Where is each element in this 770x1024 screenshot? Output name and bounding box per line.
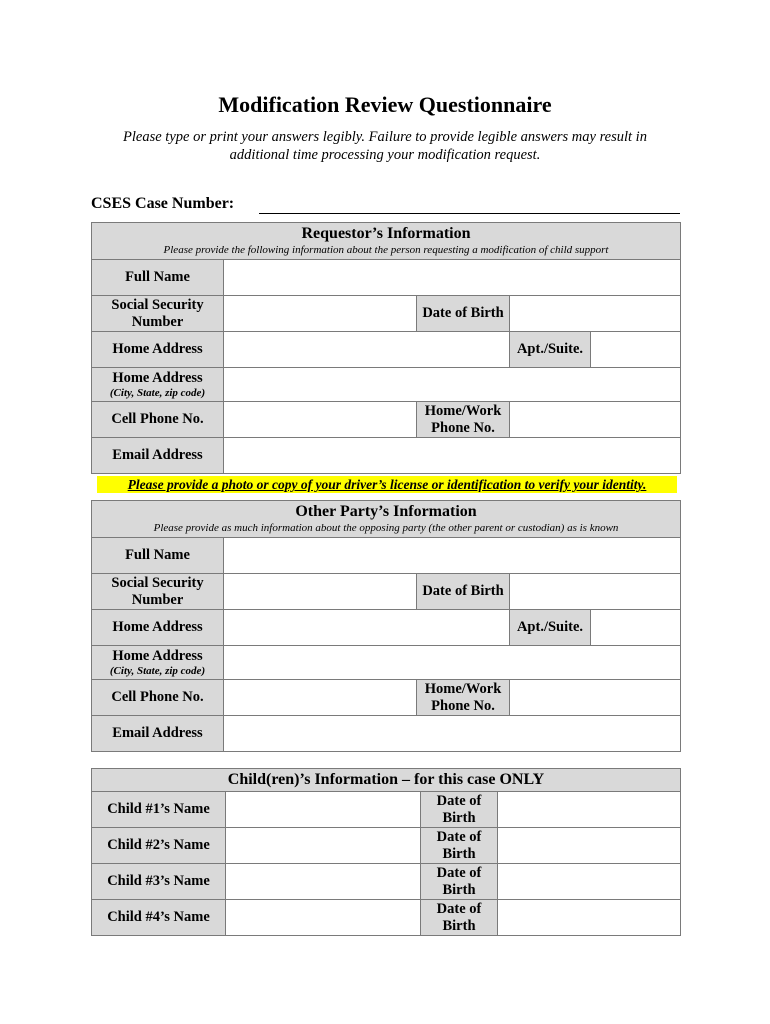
requestor-dob-label: Date of Birth	[417, 296, 510, 332]
child3-dob-field[interactable]	[498, 864, 681, 900]
child2-name-field[interactable]	[226, 828, 421, 864]
case-number-row	[91, 195, 680, 217]
child3-name-field[interactable]	[226, 864, 421, 900]
children-header	[92, 769, 681, 792]
other-party-subheading: Please provide as much information about the opposing party (the other parent or custodian) as is known	[153, 522, 619, 534]
child1-name-label: Child #1’s Name	[92, 792, 226, 828]
form-instructions: Please type or print your answers legibly. Failure to provide legible answers may result in additional time processing your modification request.	[123, 129, 647, 163]
requestor-heading: Requestor’s Information	[301, 225, 471, 242]
requestor-home-address2-label: Home Address	[112, 369, 203, 386]
other-ssn-field[interactable]	[224, 574, 417, 610]
requestor-home-address-label: Home Address	[92, 332, 224, 368]
id-verification-notice: Please provide a photo or copy of your driver’s license or identification to verify your identity.	[97, 476, 677, 493]
requestor-apt-field[interactable]	[591, 332, 681, 368]
children-section	[91, 768, 681, 936]
other-dob-label: Date of Birth	[417, 574, 510, 610]
requestor-dob-field[interactable]	[510, 296, 681, 332]
requestor-city-state-zip-label: (City, State, zip code)	[109, 386, 206, 399]
requestor-full-name-label: Full Name	[92, 260, 224, 296]
child4-dob-label: Date of Birth	[421, 900, 498, 936]
requestor-full-name-field[interactable]	[224, 260, 681, 296]
other-city-label	[92, 646, 224, 680]
other-home-address-field[interactable]	[224, 610, 510, 646]
other-email-field[interactable]	[224, 716, 681, 752]
child3-dob-label: Date of Birth	[421, 864, 498, 900]
requestor-email-field[interactable]	[224, 438, 681, 474]
other-party-header	[92, 501, 681, 538]
form-title: Modification Review Questionnaire	[218, 92, 552, 117]
requestor-work-phone-label: Home/Work Phone No.	[417, 402, 510, 438]
other-city-field[interactable]	[224, 646, 681, 680]
requestor-subheading: Please provide the following information about the person requesting a modification of child support	[163, 244, 609, 256]
requestor-city-label	[92, 368, 224, 402]
other-work-phone-label: Home/Work Phone No.	[417, 680, 510, 716]
other-apt-field[interactable]	[591, 610, 681, 646]
child4-name-field[interactable]	[226, 900, 421, 936]
other-full-name-label: Full Name	[92, 538, 224, 574]
requestor-section	[91, 222, 681, 474]
child1-dob-label: Date of Birth	[421, 792, 498, 828]
requestor-ssn-label: Social Security Number	[92, 296, 224, 332]
requestor-city-field[interactable]	[224, 368, 681, 402]
other-city-state-zip-label: (City, State, zip code)	[109, 664, 206, 677]
other-apt-label: Apt./Suite.	[510, 610, 591, 646]
case-number-field[interactable]	[259, 213, 680, 214]
child2-name-label: Child #2’s Name	[92, 828, 226, 864]
other-email-label: Email Address	[92, 716, 224, 752]
child3-name-label: Child #3’s Name	[92, 864, 226, 900]
child1-name-field[interactable]	[226, 792, 421, 828]
child2-dob-label: Date of Birth	[421, 828, 498, 864]
requestor-header	[92, 223, 681, 260]
children-heading: Child(ren)’s Information – for this case ONLY	[227, 771, 545, 788]
other-party-heading: Other Party’s Information	[295, 503, 477, 520]
requestor-email-label: Email Address	[92, 438, 224, 474]
child1-dob-field[interactable]	[498, 792, 681, 828]
other-cell-label: Cell Phone No.	[92, 680, 224, 716]
case-number-label: CSES Case Number:	[91, 195, 235, 212]
other-home-address-label: Home Address	[92, 610, 224, 646]
requestor-cell-field[interactable]	[224, 402, 417, 438]
other-party-section	[91, 500, 681, 752]
other-dob-field[interactable]	[510, 574, 681, 610]
child4-name-label: Child #4’s Name	[92, 900, 226, 936]
requestor-ssn-field[interactable]	[224, 296, 417, 332]
child2-dob-field[interactable]	[498, 828, 681, 864]
other-home-address2-label: Home Address	[112, 647, 203, 664]
requestor-cell-label: Cell Phone No.	[92, 402, 224, 438]
other-cell-field[interactable]	[224, 680, 417, 716]
requestor-home-address-field[interactable]	[224, 332, 510, 368]
requestor-work-phone-field[interactable]	[510, 402, 681, 438]
other-full-name-field[interactable]	[224, 538, 681, 574]
other-work-phone-field[interactable]	[510, 680, 681, 716]
child4-dob-field[interactable]	[498, 900, 681, 936]
other-ssn-label: Social Security Number	[92, 574, 224, 610]
requestor-apt-label: Apt./Suite.	[510, 332, 591, 368]
